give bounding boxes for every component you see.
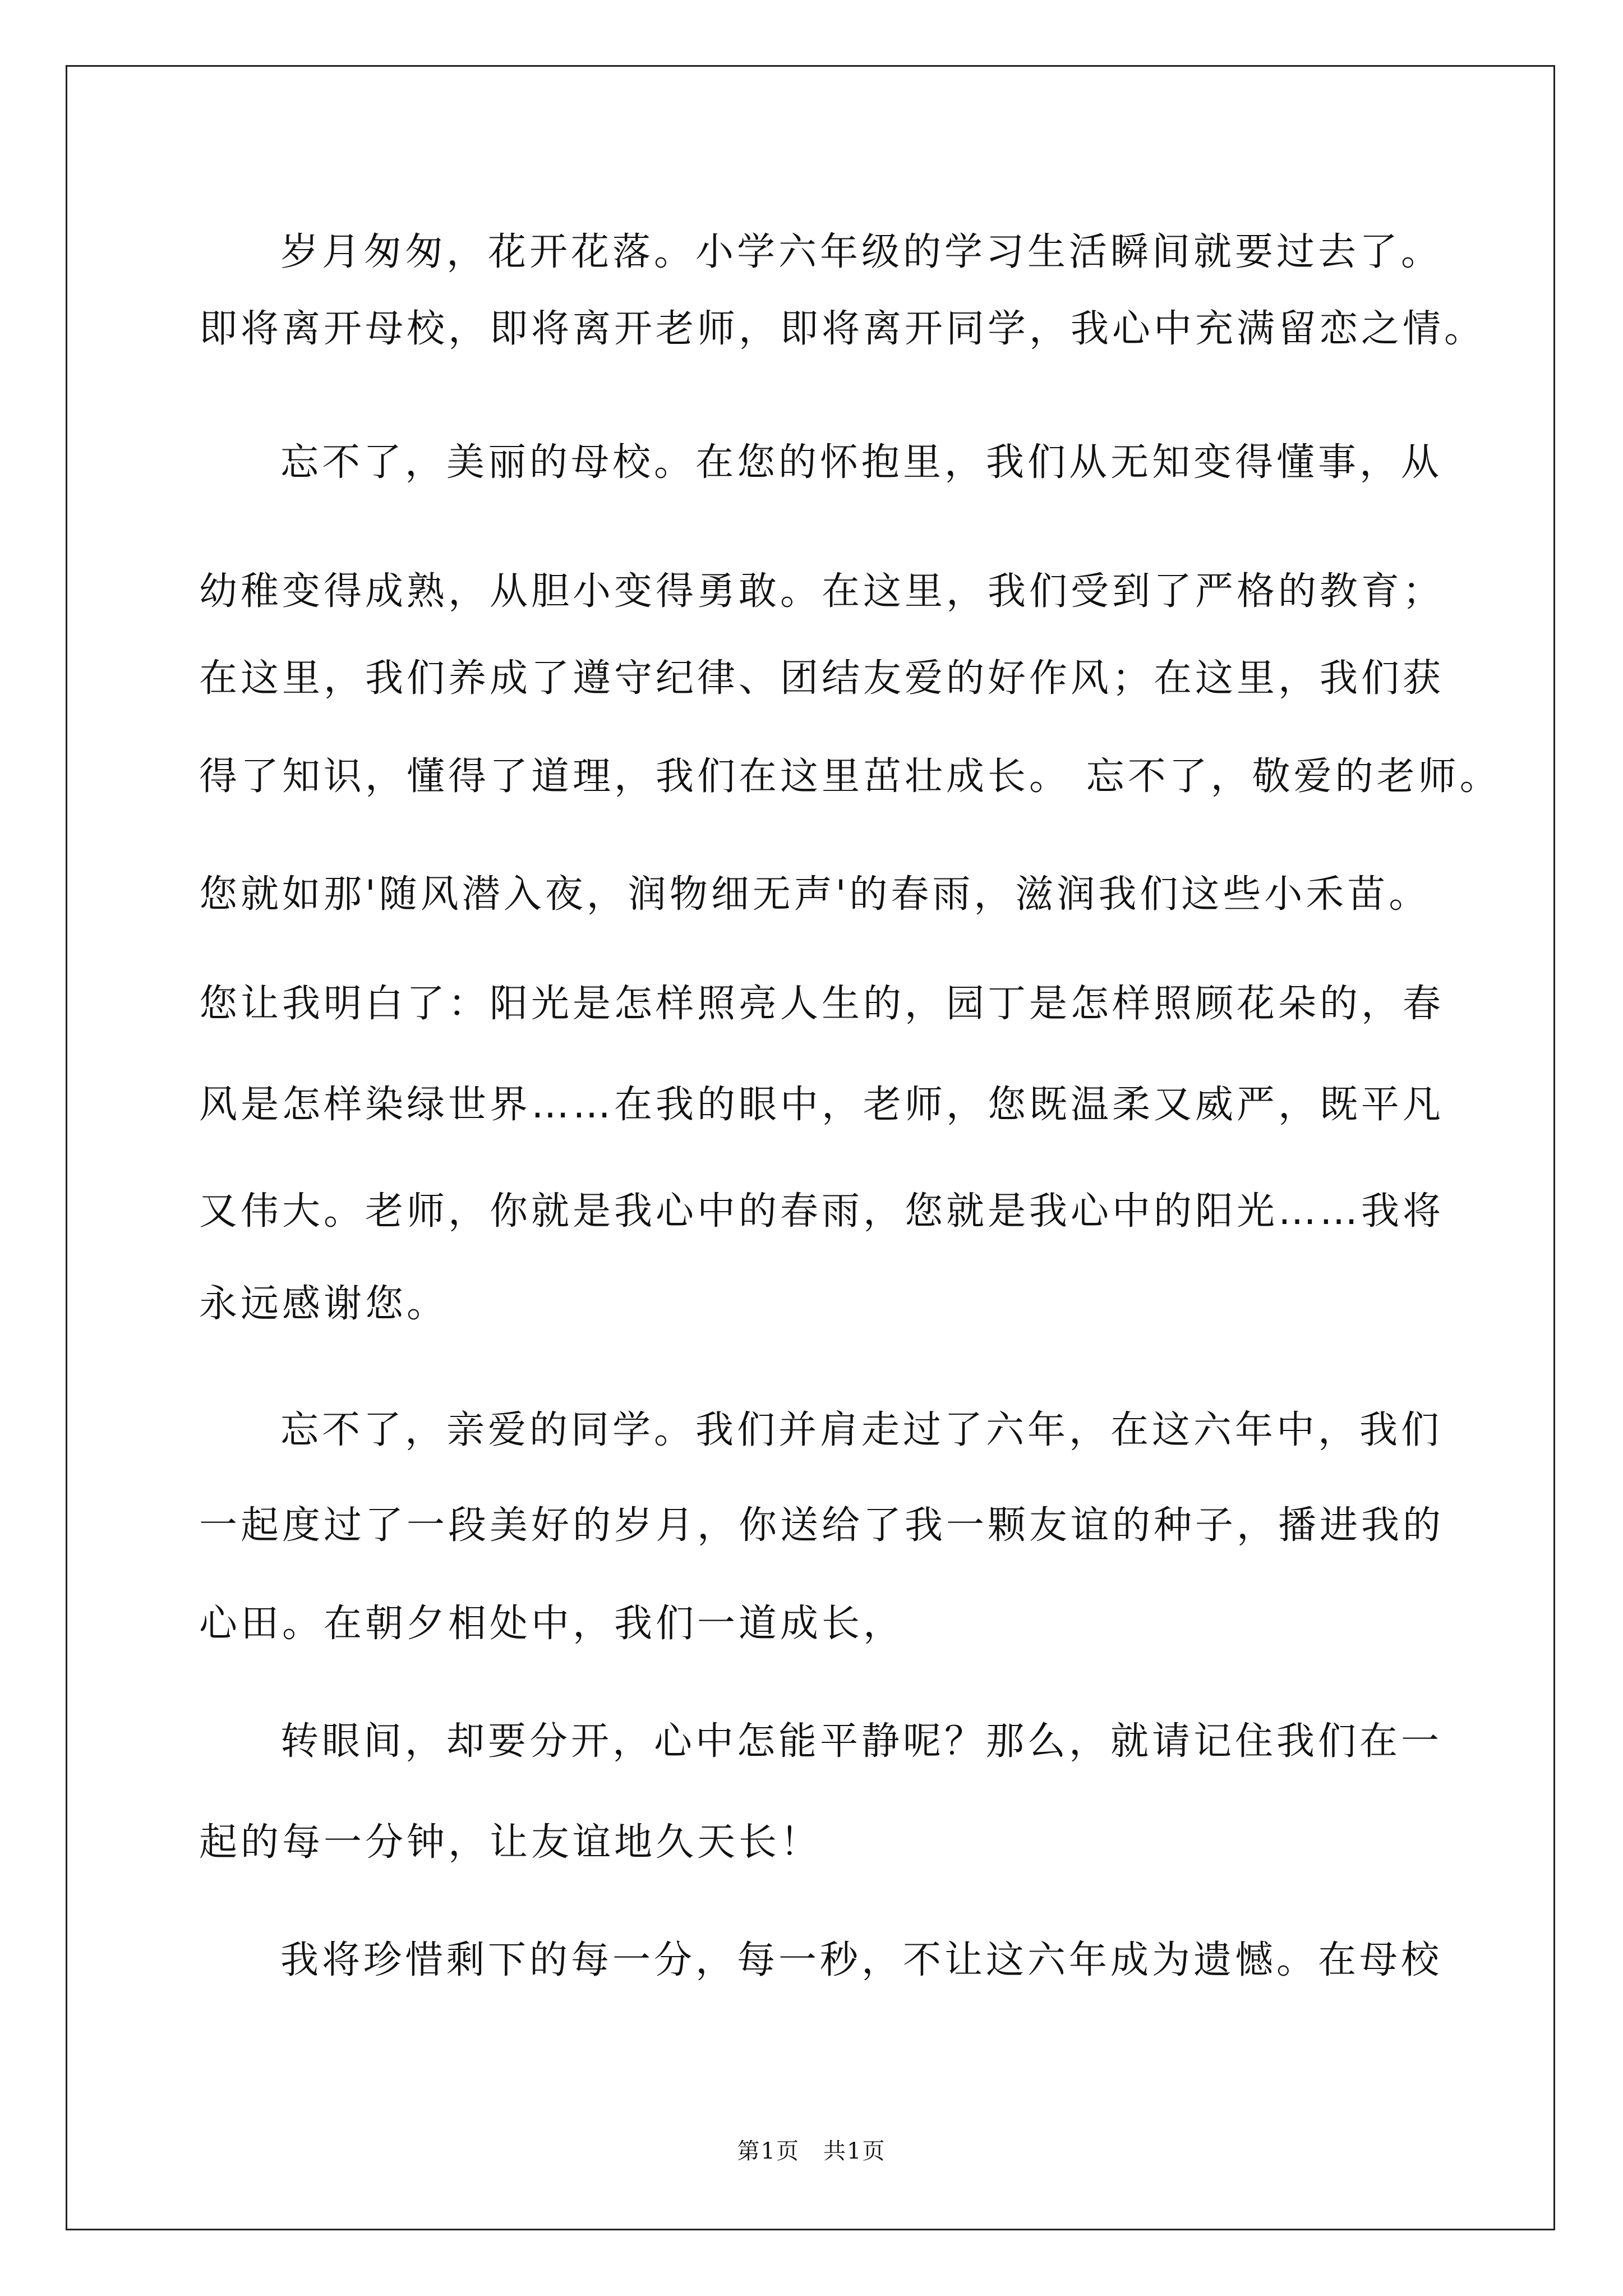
page-border: [66, 65, 1555, 2230]
text-line: 转眼间，却要分开，心中怎能平静呢？那么，就请记住我们在一: [280, 1719, 1443, 1764]
page-footer: 第1页 共1页: [737, 2138, 886, 2164]
text-line: 岁月匆匆，花开花落。小学六年级的学习生活瞬间就要过去了。: [280, 230, 1443, 274]
text-line: 我将珍惜剩下的每一分，每一秒，不让这六年成为遗憾。在母校: [280, 1938, 1443, 1982]
text-line: 您就如那'随风潜入夜，润物细无声'的春雨，滋润我们这些小禾苗。: [199, 872, 1431, 917]
text-line: 又伟大。老师，你就是我心中的春雨，您就是我心中的阳光……我将: [199, 1189, 1445, 1234]
text-line: 起的每一分钟，让友谊地久天长！: [199, 1820, 822, 1865]
text-line: 在这里，我们养成了遵守纪律、团结友爱的好作风；在这里，我们获: [199, 656, 1445, 701]
text-line: 风是怎样染绿世界……在我的眼中，老师，您既温柔又威严，既平凡: [199, 1083, 1445, 1127]
text-line: 您让我明白了：阳光是怎样照亮人生的，园丁是怎样照顾花朵的，春: [199, 982, 1445, 1026]
text-line: 得了知识，懂得了道理，我们在这里茁壮成长。 忘不了，敬爱的老师。: [199, 754, 1501, 799]
text-line: 一起度过了一段美好的岁月，你送给了我一颗友谊的种子，播进我的: [199, 1503, 1445, 1548]
text-line: 幼稚变得成熟，从胆小变得勇敢。在这里，我们受到了严格的教育；: [199, 569, 1445, 614]
text-line: 永远感谢您。: [199, 1282, 449, 1326]
text-line: 忘不了，美丽的母校。在您的怀抱里，我们从无知变得懂事，从: [280, 440, 1443, 485]
text-line: 忘不了，亲爱的同学。我们并肩走过了六年，在这六年中，我们: [280, 1408, 1443, 1452]
text-line: 心田。在朝夕相处中，我们一道成长，: [199, 1602, 905, 1646]
text-line: 即将离开母校，即将离开老师，即将离开同学，我心中充满留恋之情。: [199, 307, 1486, 351]
